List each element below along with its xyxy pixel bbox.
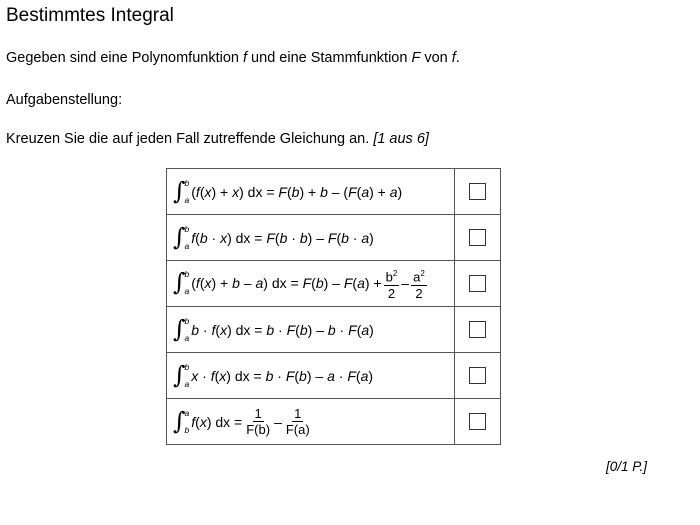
- integral-sign: ∫ b a: [173, 314, 190, 343]
- equation: [167, 307, 455, 353]
- answer-checkbox[interactable]: [469, 367, 486, 384]
- equation: ∫ a b f(x) dx = $\frac{1}{F(b)}$ – $\frac{1}{F(a)}$: [167, 399, 455, 445]
- task-hint: [1 aus 6]: [373, 131, 429, 147]
- integral-sign: ∫ b a: [173, 360, 190, 389]
- answer-checkbox[interactable]: [469, 275, 486, 292]
- equation-text: x · f(x) dx = b · F(b) – a · F(a): [191, 367, 374, 384]
- task-heading: Aufgabenstellung:: [6, 92, 123, 108]
- option-row: [167, 399, 501, 445]
- option-row: [167, 169, 501, 215]
- equation-text: b · f(x) dx = b · F(b) – b · F(a): [191, 321, 374, 338]
- option-row: [167, 353, 501, 399]
- option-row: [167, 307, 501, 353]
- answer-checkbox[interactable]: [469, 229, 486, 246]
- score-label: [0/1 P.]: [606, 459, 648, 474]
- equation-text: (f(x) + b – a) dx = F(b) – F(a) +: [191, 275, 382, 292]
- equation: [167, 353, 455, 399]
- option-row: [167, 215, 501, 261]
- equation: [167, 169, 455, 215]
- integral-sign: ∫ b a: [173, 176, 190, 205]
- equation: [167, 215, 455, 261]
- answer-table: [166, 168, 501, 445]
- fraction: $\frac{b^2}{2}$: [384, 266, 400, 300]
- answer-checkbox[interactable]: [469, 321, 486, 338]
- function-F: F: [411, 50, 421, 66]
- given-text: Gegeben sind eine Polynomfunktion f und eine Stammfunktion F von f.: [6, 50, 460, 66]
- answer-checkbox[interactable]: [469, 183, 486, 200]
- equation: ∫ b a (f(x) + b – a) dx = F(b) – F(a) + $\frac{b^2}{2}$ – $\frac{a^2}{2}$: [167, 261, 455, 307]
- fraction: $\frac{1}{F(a)}$: [285, 406, 310, 437]
- equation-text: (f(x) + x) dx = F(b) + b – (F(a) + a): [191, 183, 403, 200]
- page-title: Bestimmtes Integral: [6, 5, 174, 26]
- equation-text: f(x) dx =: [191, 413, 243, 430]
- answer-checkbox[interactable]: [469, 413, 486, 430]
- option-row: [167, 261, 501, 307]
- integral-sign: ∫ b a: [173, 268, 190, 297]
- fraction: $\frac{a^2}{2}$: [411, 266, 427, 300]
- equation-text: f(b · x) dx = F(b · b) – F(b · a): [191, 229, 374, 246]
- integral-sign: ∫ b a: [173, 222, 190, 251]
- function-f: f: [243, 50, 248, 66]
- task-instruction: Kreuzen Sie die auf jeden Fall zutreffende Gleichung an. [1 aus 6]: [6, 131, 429, 147]
- function-f: f: [451, 50, 456, 66]
- integral-sign: ∫ a b: [173, 406, 190, 435]
- fraction: $\frac{1}{F(b)}$: [246, 406, 271, 437]
